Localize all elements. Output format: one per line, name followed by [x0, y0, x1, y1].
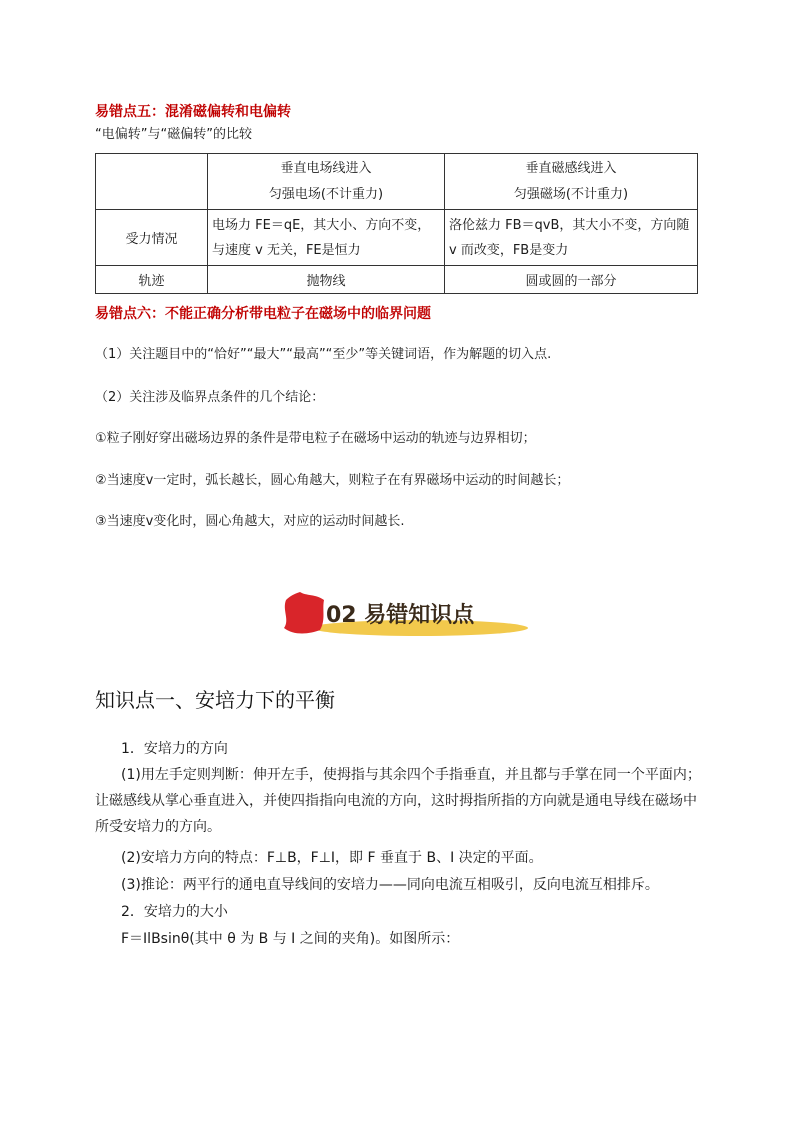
section6-item-1: （1）关注题目中的“恰好”“最大”“最高”“至少”等关键词语，作为解题的切入点. — [95, 347, 552, 362]
comparison-table — [95, 153, 698, 294]
table-cell-track-magnetic: 圆或圆的一部分 — [445, 266, 698, 294]
section6-title: 易错点六：不能正确分析带电粒子在磁场中的临界问题 — [95, 306, 431, 322]
section-banner — [280, 590, 530, 638]
knowledge1-line-6: (3)推论：两平行的通电直导线间的安培力——同向电流互相吸引，反向电流互相排斥。 — [121, 877, 659, 893]
table-header-magnetic: 垂直磁感线进入 匀强磁场(不计重力) — [445, 154, 698, 210]
section6-item-5: ③当速度v变化时，圆心角越大，对应的运动时间越长. — [95, 514, 405, 529]
table-header-electric: 垂直电场线进入 匀强电场(不计重力) — [208, 154, 445, 210]
table-header-row — [96, 154, 698, 210]
knowledge1-line-7: 2．安培力的大小 — [121, 904, 228, 920]
table-cell-track-label: 轨迹 — [96, 266, 208, 294]
section5-subtitle: “电偏转”与“磁偏转”的比较 — [95, 127, 252, 142]
table-header-empty — [96, 154, 208, 210]
knowledge1-title: 知识点一、安培力下的平衡 — [95, 688, 335, 712]
table-cell-force-magnetic: 洛伦兹力 FB＝qvB，其大小不变，方向随 v 而改变，FB是变力 — [445, 210, 698, 266]
knowledge1-line-1: 1．安培力的方向 — [121, 741, 228, 757]
table-cell-force-electric: 电场力 FE＝qE，其大小、方向不变， 与速度 v 无关，FE是恒力 — [208, 210, 445, 266]
banner-red-blob — [284, 592, 324, 634]
section6-item-2: （2）关注涉及临界点条件的几个结论： — [95, 390, 325, 405]
table-row-track — [96, 266, 698, 294]
table-cell-track-electric: 抛物线 — [208, 266, 445, 294]
knowledge1-line-5: (2)安培力方向的特点：F⊥B，F⊥I，即 F 垂直于 B、I 决定的平面。 — [121, 850, 543, 866]
knowledge1-line-3: 让磁感线从掌心垂直进入，并使四指指向电流的方向，这时拇指所指的方向就是通电导线在磁场中 — [95, 793, 697, 809]
table-row-force — [96, 210, 698, 266]
section5-title: 易错点五：混淆磁偏转和电偏转 — [95, 104, 291, 120]
section6-item-3: ①粒子刚好穿出磁场边界的条件是带电粒子在磁场中运动的轨迹与边界相切； — [95, 431, 536, 446]
table-cell-force-label: 受力情况 — [96, 210, 208, 266]
banner-text: 02 易错知识点 — [326, 603, 475, 628]
section6-item-4: ②当速度v一定时，弧长越长，圆心角越大，则粒子在有界磁场中运动的时间越长； — [95, 473, 570, 488]
knowledge1-line-2: (1)用左手定则判断：伸开左手，使拇指与其余四个手指垂直，并且都与手掌在同一个平面内； — [121, 767, 701, 783]
knowledge1-line-4: 所受安培力的方向。 — [95, 819, 221, 835]
knowledge1-line-8: F＝IlBsinθ(其中 θ 为 B 与 I 之间的夹角)。如图所示： — [121, 931, 460, 947]
